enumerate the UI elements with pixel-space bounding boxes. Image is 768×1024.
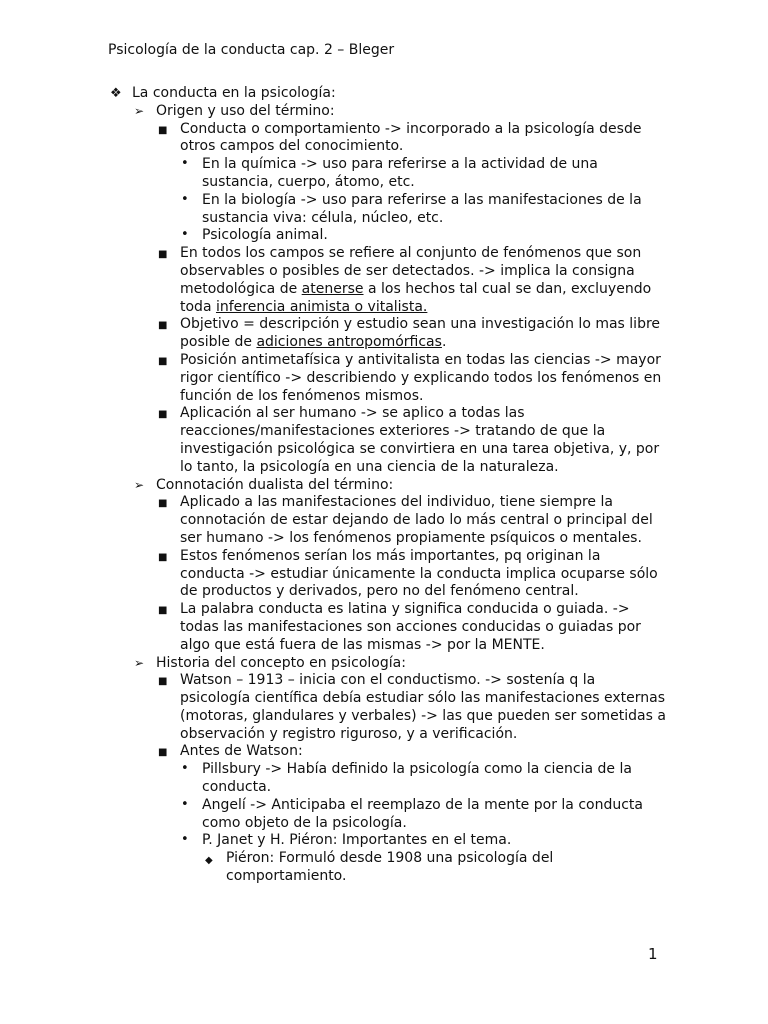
- outline-text: Angelí -> Anticipaba el reemplazo de la mente por la conducta como objeto de la psicología.: [202, 796, 643, 831]
- page-number: 1: [648, 945, 658, 963]
- square-bullet-icon: ■: [158, 320, 168, 332]
- outline-item: [108, 477, 668, 495]
- outline-item: [108, 156, 668, 192]
- square-bullet-icon: ■: [158, 551, 168, 563]
- outline-item: [108, 832, 668, 850]
- round-bullet-icon: •: [181, 227, 189, 243]
- underlined-text: atenerse: [301, 280, 364, 297]
- outline-item: [108, 743, 668, 761]
- outline-item: [108, 352, 668, 405]
- diamond-bullet-icon: ◆: [205, 855, 213, 867]
- outline-item: [108, 655, 668, 673]
- diamond-cross-bullet-icon: ❖: [110, 86, 122, 101]
- outline-text: Estos fenómenos serían los más importantes, pq originan la conducta -> estudiar únicamente la conducta implica ocuparse sólo de productos y derivados, pero no del fenómeno central.: [180, 547, 658, 600]
- outline-item: [108, 316, 668, 352]
- square-bullet-icon: ■: [158, 605, 168, 617]
- text-run: .: [441, 334, 447, 351]
- outline-text: Piéron: Formuló desde 1908 una psicología del comportamiento.: [226, 850, 554, 885]
- outline-item: [108, 797, 668, 833]
- square-bullet-icon: ■: [158, 676, 168, 688]
- outline-item: [108, 494, 668, 547]
- outline-item: [108, 601, 668, 654]
- square-bullet-icon: ■: [158, 498, 168, 510]
- outline-item: [108, 245, 668, 316]
- outline-text: En la química -> uso para referirse a la actividad de una sustancia, cuerpo, átomo, etc.: [202, 156, 598, 190]
- round-bullet-icon: •: [181, 191, 189, 207]
- outline-text: Posición antimetafísica y antivitalista en todas las ciencias -> mayor rigor científico -> describiendo y explicando todos los fenómenos en función de los fenómenos mismos.: [180, 351, 662, 404]
- outline-text: La palabra conducta es latina y significa conducida o guiada. -> todas las manifestaciones son acciones conducidas o guiadas por algo que está fuera de las mismas -> por la MENTE.: [180, 601, 641, 653]
- outline-item: [108, 192, 668, 228]
- round-bullet-icon: •: [181, 156, 189, 172]
- outline-item: [108, 672, 668, 743]
- outline-text: Watson – 1913 – inicia con el conductismo. -> sostenía q la psicología científica debía estudiar sólo las manifestaciones externas (motoras, glandulares y verbales) -> las que pueden ser sometidas a observación y registro riguroso, y a verificación.: [180, 672, 666, 742]
- underlined-text: adiciones antropomórficas: [256, 334, 442, 351]
- outline-text: Historia del concepto en psicología:: [156, 654, 406, 671]
- text-run: a los hechos tal cual se dan, excluyendo toda: [180, 280, 652, 315]
- outline: [108, 85, 668, 886]
- outline-text: P. Janet y H. Piéron: Importantes en el tema.: [202, 832, 512, 849]
- outline-text: Origen y uso del término:: [156, 102, 335, 119]
- outline-item: [108, 85, 668, 103]
- outline-text: En la biología -> uso para referirse a las manifestaciones de la sustancia viva: célula, núcleo, etc.: [202, 191, 642, 226]
- square-bullet-icon: ■: [158, 409, 168, 421]
- outline-item: [108, 227, 668, 245]
- outline-item: [108, 761, 668, 797]
- text-run: Objetivo = descripción y estudio sean una investigación lo mas libre posible de: [180, 316, 661, 351]
- outline-text: [180, 245, 668, 316]
- outline-text: Aplicado a las manifestaciones del individuo, tiene siempre la connotación de estar dejando de lado lo más central o principal del ser humano -> los fenómenos propiamente psíquicos o mentales.: [180, 494, 653, 546]
- outline-text: Psicología animal.: [202, 227, 328, 244]
- arrowhead-bullet-icon: ➢: [134, 477, 145, 492]
- outline-text: Connotación dualista del término:: [156, 476, 394, 493]
- outline-item: [108, 405, 668, 476]
- square-bullet-icon: ■: [158, 747, 168, 759]
- outline-item: [108, 103, 668, 121]
- outline-item: [108, 548, 668, 601]
- text-run: En todos los campos se refiere al conjunto de fenómenos que son observables o posibles de ser detectados. -> implica la consigna metodológica de: [180, 245, 642, 297]
- outline-text: Conducta o comportamiento -> incorporado a la psicología desde otros campos del conocimiento.: [180, 120, 642, 155]
- outline-text: Aplicación al ser humano -> se aplico a todas las reacciones/manifestaciones exteriores -> tratando de que la investigación psicológica se convirtiera en una tarea objetiva, y, por lo tanto, la psicología en una ciencia de la naturaleza.: [180, 405, 660, 475]
- round-bullet-icon: •: [181, 796, 189, 812]
- round-bullet-icon: •: [181, 832, 189, 848]
- arrowhead-bullet-icon: ➢: [134, 103, 145, 118]
- outline-item: [108, 121, 668, 157]
- square-bullet-icon: ■: [158, 249, 168, 261]
- outline-text: [180, 316, 668, 352]
- outline-text: La conducta en la psicología:: [132, 85, 336, 101]
- outline-item: [108, 850, 668, 886]
- square-bullet-icon: ■: [158, 355, 168, 367]
- arrowhead-bullet-icon: ➢: [134, 655, 145, 670]
- page-header: Psicología de la conducta cap. 2 – Bleger: [108, 42, 395, 58]
- underlined-text: inferencia animista o vitalista.: [215, 298, 428, 315]
- outline-text: Antes de Watson:: [180, 743, 303, 760]
- round-bullet-icon: •: [181, 761, 189, 777]
- outline-text: Pillsbury -> Había definido la psicología como la ciencia de la conducta.: [202, 761, 632, 796]
- square-bullet-icon: ■: [158, 124, 168, 136]
